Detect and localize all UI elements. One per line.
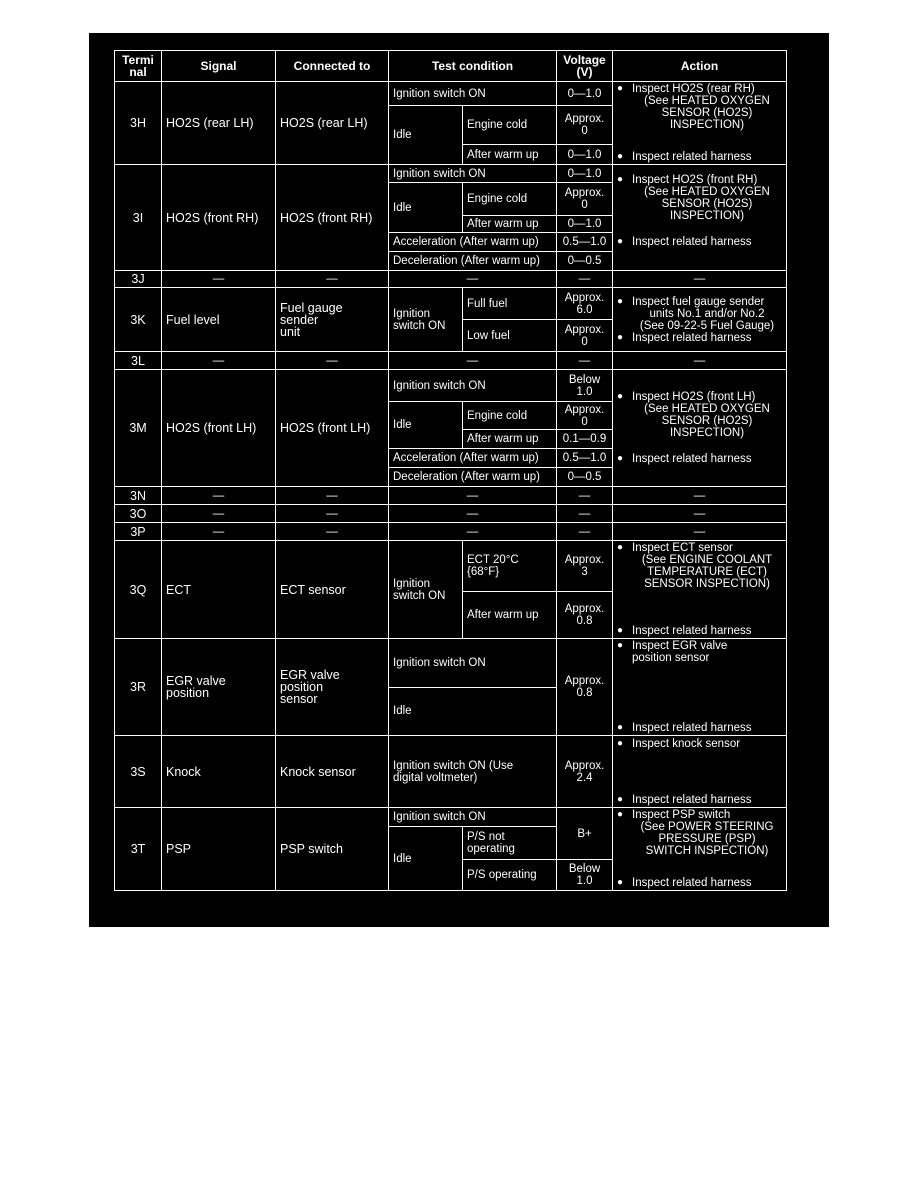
terminal-cell: 3O bbox=[115, 505, 162, 523]
action-ref: (See ENGINE COOLANT bbox=[641, 554, 773, 566]
header-signal: Signal bbox=[162, 51, 276, 82]
terminal-cell: 3N bbox=[115, 487, 162, 505]
bullet-icon: ● bbox=[617, 737, 624, 749]
dash-cell: — bbox=[389, 487, 557, 505]
action-text: Inspect related harness bbox=[632, 877, 752, 889]
voltage-cell: B+ bbox=[557, 808, 613, 860]
header-test-condition: Test condition bbox=[389, 51, 557, 82]
action-ref: SENSOR INSPECTION) bbox=[644, 578, 770, 590]
action-cell bbox=[613, 808, 787, 891]
action-ref: (See HEATED OXYGEN bbox=[644, 95, 770, 107]
dash-cell: — bbox=[557, 523, 613, 541]
voltage-cell bbox=[557, 106, 613, 145]
condition-cell: Idle bbox=[389, 183, 463, 233]
action-ref: SENSOR (HO2S) bbox=[661, 415, 753, 427]
condition-line: digital voltmeter) bbox=[393, 771, 478, 784]
action-text: Inspect related harness bbox=[632, 453, 752, 465]
voltage-cell bbox=[557, 541, 613, 592]
action-text: Inspect related harness bbox=[632, 235, 752, 248]
terminal-cell: 3K bbox=[115, 288, 162, 352]
dash-cell: — bbox=[276, 352, 389, 370]
dash-cell: — bbox=[389, 352, 557, 370]
terminal-cell: 3P bbox=[115, 523, 162, 541]
dash-cell: — bbox=[162, 271, 276, 288]
action-text: Inspect HO2S (rear RH) bbox=[632, 83, 755, 95]
action-cell bbox=[613, 639, 787, 736]
header-row bbox=[115, 51, 787, 82]
action-ref: TEMPERATURE (ECT) bbox=[647, 566, 767, 578]
connected-line: unit bbox=[280, 324, 301, 339]
voltage-line: Approx. bbox=[564, 291, 605, 304]
voltage-line: Approx. bbox=[564, 602, 605, 615]
action-ref: (See HEATED OXYGEN bbox=[644, 403, 770, 415]
condition-cell: After warm up bbox=[463, 591, 557, 639]
action-text: Inspect fuel gauge sender bbox=[632, 295, 765, 308]
voltage-line: Below bbox=[568, 863, 601, 875]
condition-cell: Engine cold bbox=[463, 106, 557, 145]
table-row-3k bbox=[115, 288, 787, 320]
condition-cell: Ignition switch ON bbox=[389, 82, 557, 106]
condition-cell: Deceleration (After warm up) bbox=[389, 252, 557, 271]
action-ref: units No.1 and/or No.2 bbox=[649, 307, 765, 320]
dash-cell: — bbox=[613, 271, 787, 288]
connected-cell: HO2S (front RH) bbox=[276, 165, 389, 271]
action-text: Inspect related harness bbox=[632, 151, 752, 163]
signal-cell: Knock bbox=[162, 736, 276, 808]
voltage-cell: 0.5—1.0 bbox=[557, 449, 613, 468]
condition-line: Ignition bbox=[393, 307, 431, 320]
action-ref: INSPECTION) bbox=[669, 209, 745, 222]
action-ref: (See POWER STEERING bbox=[640, 821, 774, 833]
header-terminal bbox=[115, 51, 162, 82]
voltage-line: Below bbox=[568, 373, 601, 386]
header-terminal-line1: Termi bbox=[122, 53, 154, 67]
action-ref: SENSOR (HO2S) bbox=[661, 197, 753, 210]
header-terminal-line2: nal bbox=[129, 65, 147, 79]
bullet-icon: ● bbox=[617, 722, 624, 733]
dash-cell: — bbox=[162, 505, 276, 523]
dash-cell: — bbox=[613, 487, 787, 505]
dash-cell: — bbox=[162, 352, 276, 370]
dash-cell: — bbox=[613, 505, 787, 523]
header-connected-to: Connected to bbox=[276, 51, 389, 82]
signal-cell: PSP bbox=[162, 808, 276, 891]
dash-cell: — bbox=[276, 505, 389, 523]
voltage-line: 0.8 bbox=[576, 687, 593, 699]
bullet-icon: ● bbox=[617, 331, 624, 343]
dash-cell: — bbox=[557, 352, 613, 370]
action-ref: INSPECTION) bbox=[669, 119, 745, 131]
condition-line: Ignition bbox=[393, 577, 431, 590]
action-text: Inspect related harness bbox=[632, 625, 752, 637]
condition-cell bbox=[463, 541, 557, 592]
table-row-3t bbox=[115, 808, 787, 827]
connected-cell bbox=[276, 639, 389, 736]
signal-cell: HO2S (rear LH) bbox=[162, 82, 276, 165]
bullet-icon: ● bbox=[617, 625, 624, 636]
condition-cell bbox=[389, 736, 557, 808]
condition-cell: After warm up bbox=[463, 145, 557, 165]
condition-cell: Low fuel bbox=[463, 320, 557, 352]
action-text: Inspect HO2S (front LH) bbox=[632, 391, 756, 403]
action-ref: PRESSURE (PSP) bbox=[658, 833, 756, 845]
voltage-cell: 0—1.0 bbox=[557, 216, 613, 233]
condition-cell: Full fuel bbox=[463, 288, 557, 320]
table-row-3h bbox=[115, 82, 787, 106]
dash-cell: — bbox=[162, 523, 276, 541]
voltage-line: Approx. bbox=[564, 403, 605, 416]
bullet-icon: ● bbox=[617, 83, 624, 94]
condition-cell: After warm up bbox=[463, 430, 557, 449]
dash-cell: — bbox=[389, 523, 557, 541]
bullet-icon: ● bbox=[617, 640, 624, 651]
voltage-cell: 0—1.0 bbox=[557, 165, 613, 183]
condition-cell: Ignition switch ON bbox=[389, 639, 557, 688]
action-text: Inspect related harness bbox=[632, 722, 752, 734]
voltage-line: 0.8 bbox=[576, 614, 593, 627]
action-text: Inspect related harness bbox=[632, 793, 752, 806]
voltage-line: Approx. bbox=[564, 187, 605, 199]
dash-cell: — bbox=[557, 505, 613, 523]
dash-cell: — bbox=[276, 271, 389, 288]
condition-cell: Acceleration (After warm up) bbox=[389, 449, 557, 468]
terminal-cell: 3H bbox=[115, 82, 162, 165]
voltage-cell bbox=[557, 320, 613, 352]
action-text: Inspect related harness bbox=[632, 331, 752, 344]
bullet-icon: ● bbox=[617, 391, 624, 402]
connected-line: EGR valve position bbox=[280, 668, 340, 694]
bullet-icon: ● bbox=[617, 173, 624, 185]
action-ref: SENSOR (HO2S) bbox=[661, 107, 753, 119]
voltage-cell bbox=[557, 402, 613, 430]
action-ref: INSPECTION) bbox=[669, 427, 745, 439]
dash-cell: — bbox=[276, 487, 389, 505]
bullet-icon: ● bbox=[617, 809, 624, 820]
voltage-cell bbox=[557, 860, 613, 891]
connected-cell: ECT sensor bbox=[276, 541, 389, 639]
condition-line: P/S not bbox=[467, 831, 505, 843]
condition-cell: Deceleration (After warm up) bbox=[389, 468, 557, 487]
signal-cell: ECT bbox=[162, 541, 276, 639]
condition-cell: Engine cold bbox=[463, 183, 557, 216]
voltage-cell: 0.1—0.9 bbox=[557, 430, 613, 449]
terminal-cell: 3S bbox=[115, 736, 162, 808]
header-voltage bbox=[557, 51, 613, 82]
voltage-cell bbox=[557, 736, 613, 808]
voltage-cell: 0—0.5 bbox=[557, 252, 613, 271]
table-row-3r bbox=[115, 639, 787, 688]
voltage-line: 1.0 bbox=[576, 385, 593, 398]
condition-cell bbox=[389, 288, 463, 352]
connected-cell: Knock sensor bbox=[276, 736, 389, 808]
condition-cell: Engine cold bbox=[463, 402, 557, 430]
signal-cell: EGR valve position bbox=[162, 639, 276, 736]
action-cell bbox=[613, 541, 787, 639]
action-cell bbox=[613, 736, 787, 808]
header-voltage-line1: Voltage bbox=[563, 53, 606, 67]
dash-cell: — bbox=[389, 271, 557, 288]
connected-line: Fuel gauge sender bbox=[280, 300, 343, 327]
table-row-3q bbox=[115, 541, 787, 592]
condition-cell: Acceleration (After warm up) bbox=[389, 233, 557, 252]
connected-cell: HO2S (front LH) bbox=[276, 370, 389, 487]
table-row-3s bbox=[115, 736, 787, 808]
voltage-line: 0 bbox=[581, 415, 588, 428]
terminal-voltage-table bbox=[114, 50, 787, 891]
table-row-3p bbox=[115, 523, 787, 541]
condition-cell: Idle bbox=[389, 402, 463, 449]
condition-cell: Ignition switch ON bbox=[389, 808, 557, 827]
voltage-line: 0 bbox=[581, 125, 588, 137]
condition-line: switch ON bbox=[393, 589, 446, 602]
condition-line: {68°F} bbox=[467, 565, 500, 578]
condition-cell: Idle bbox=[389, 687, 557, 736]
header-voltage-line2: (V) bbox=[576, 65, 593, 79]
table-row-3j bbox=[115, 271, 787, 288]
voltage-cell: 0—1.0 bbox=[557, 145, 613, 165]
action-cell bbox=[613, 288, 787, 352]
voltage-line: Approx. bbox=[564, 759, 605, 772]
dash-cell: — bbox=[613, 352, 787, 370]
terminal-cell: 3J bbox=[115, 271, 162, 288]
condition-cell: Ignition switch ON bbox=[389, 370, 557, 402]
action-ref: position sensor bbox=[632, 652, 710, 664]
condition-cell: Ignition switch ON bbox=[389, 165, 557, 183]
action-ref: (See HEATED OXYGEN bbox=[644, 185, 770, 198]
action-text: Inspect HO2S (front RH) bbox=[632, 173, 758, 186]
voltage-line: Approx. bbox=[564, 323, 605, 336]
action-cell bbox=[613, 165, 787, 271]
voltage-cell: 0—1.0 bbox=[557, 82, 613, 106]
condition-cell: Idle bbox=[389, 106, 463, 165]
voltage-line: Approx. bbox=[564, 675, 605, 687]
condition-line: ECT 20°C bbox=[467, 553, 519, 566]
bullet-icon: ● bbox=[617, 453, 624, 464]
bullet-icon: ● bbox=[617, 877, 624, 888]
action-text: Inspect EGR valve bbox=[632, 640, 728, 652]
action-cell bbox=[613, 82, 787, 165]
condition-cell: Idle bbox=[389, 827, 463, 891]
condition-line: Ignition switch ON (Use bbox=[393, 759, 514, 772]
voltage-cell bbox=[557, 370, 613, 402]
terminal-cell: 3R bbox=[115, 639, 162, 736]
action-ref: SWITCH INSPECTION) bbox=[645, 845, 769, 857]
dash-cell: — bbox=[389, 505, 557, 523]
condition-cell: After warm up bbox=[463, 216, 557, 233]
voltage-line: Approx. bbox=[564, 553, 605, 566]
bullet-icon: ● bbox=[617, 151, 624, 162]
voltage-cell bbox=[557, 288, 613, 320]
dash-cell: — bbox=[276, 523, 389, 541]
condition-line: operating bbox=[467, 843, 515, 855]
terminal-cell: 3T bbox=[115, 808, 162, 891]
bullet-icon: ● bbox=[617, 542, 624, 553]
signal-cell: HO2S (front RH) bbox=[162, 165, 276, 271]
voltage-line: 1.0 bbox=[576, 875, 593, 887]
table-row-3i bbox=[115, 165, 787, 183]
connected-line: sensor bbox=[280, 692, 318, 706]
action-text: Inspect PSP switch bbox=[632, 809, 731, 821]
terminal-cell: 3Q bbox=[115, 541, 162, 639]
connected-cell: HO2S (rear LH) bbox=[276, 82, 389, 165]
signal-cell: Fuel level bbox=[162, 288, 276, 352]
action-text: Inspect knock sensor bbox=[632, 737, 741, 750]
voltage-line: 6.0 bbox=[576, 303, 593, 316]
table-row-3n bbox=[115, 487, 787, 505]
voltage-cell bbox=[557, 639, 613, 736]
connected-cell bbox=[276, 288, 389, 352]
voltage-cell: 0.5—1.0 bbox=[557, 233, 613, 252]
action-text: Inspect ECT sensor bbox=[632, 542, 733, 554]
terminal-cell: 3L bbox=[115, 352, 162, 370]
voltage-line: 2.4 bbox=[576, 771, 593, 784]
connected-cell: PSP switch bbox=[276, 808, 389, 891]
voltage-cell bbox=[557, 183, 613, 216]
bullet-icon: ● bbox=[617, 235, 624, 247]
dash-cell: — bbox=[613, 523, 787, 541]
dash-cell: — bbox=[162, 487, 276, 505]
voltage-line: 0 bbox=[581, 335, 588, 348]
condition-cell bbox=[463, 827, 557, 860]
condition-cell: P/S operating bbox=[463, 860, 557, 891]
bullet-icon: ● bbox=[617, 793, 624, 805]
voltage-cell bbox=[557, 591, 613, 639]
signal-cell: HO2S (front LH) bbox=[162, 370, 276, 487]
voltage-line: 0 bbox=[581, 199, 588, 211]
table-row-3l bbox=[115, 352, 787, 370]
condition-cell bbox=[389, 541, 463, 639]
header-action: Action bbox=[613, 51, 787, 82]
action-cell bbox=[613, 370, 787, 487]
voltage-cell: 0—0.5 bbox=[557, 468, 613, 487]
condition-line: switch ON bbox=[393, 319, 446, 332]
table-row-3m bbox=[115, 370, 787, 402]
terminal-cell: 3I bbox=[115, 165, 162, 271]
terminal-cell: 3M bbox=[115, 370, 162, 487]
action-ref: (See 09-22-5 Fuel Gauge) bbox=[639, 319, 775, 332]
dash-cell: — bbox=[557, 271, 613, 288]
bullet-icon: ● bbox=[617, 295, 624, 307]
voltage-line: Approx. bbox=[564, 113, 605, 125]
dash-cell: — bbox=[557, 487, 613, 505]
voltage-line: 3 bbox=[581, 565, 588, 578]
table-row-3o bbox=[115, 505, 787, 523]
